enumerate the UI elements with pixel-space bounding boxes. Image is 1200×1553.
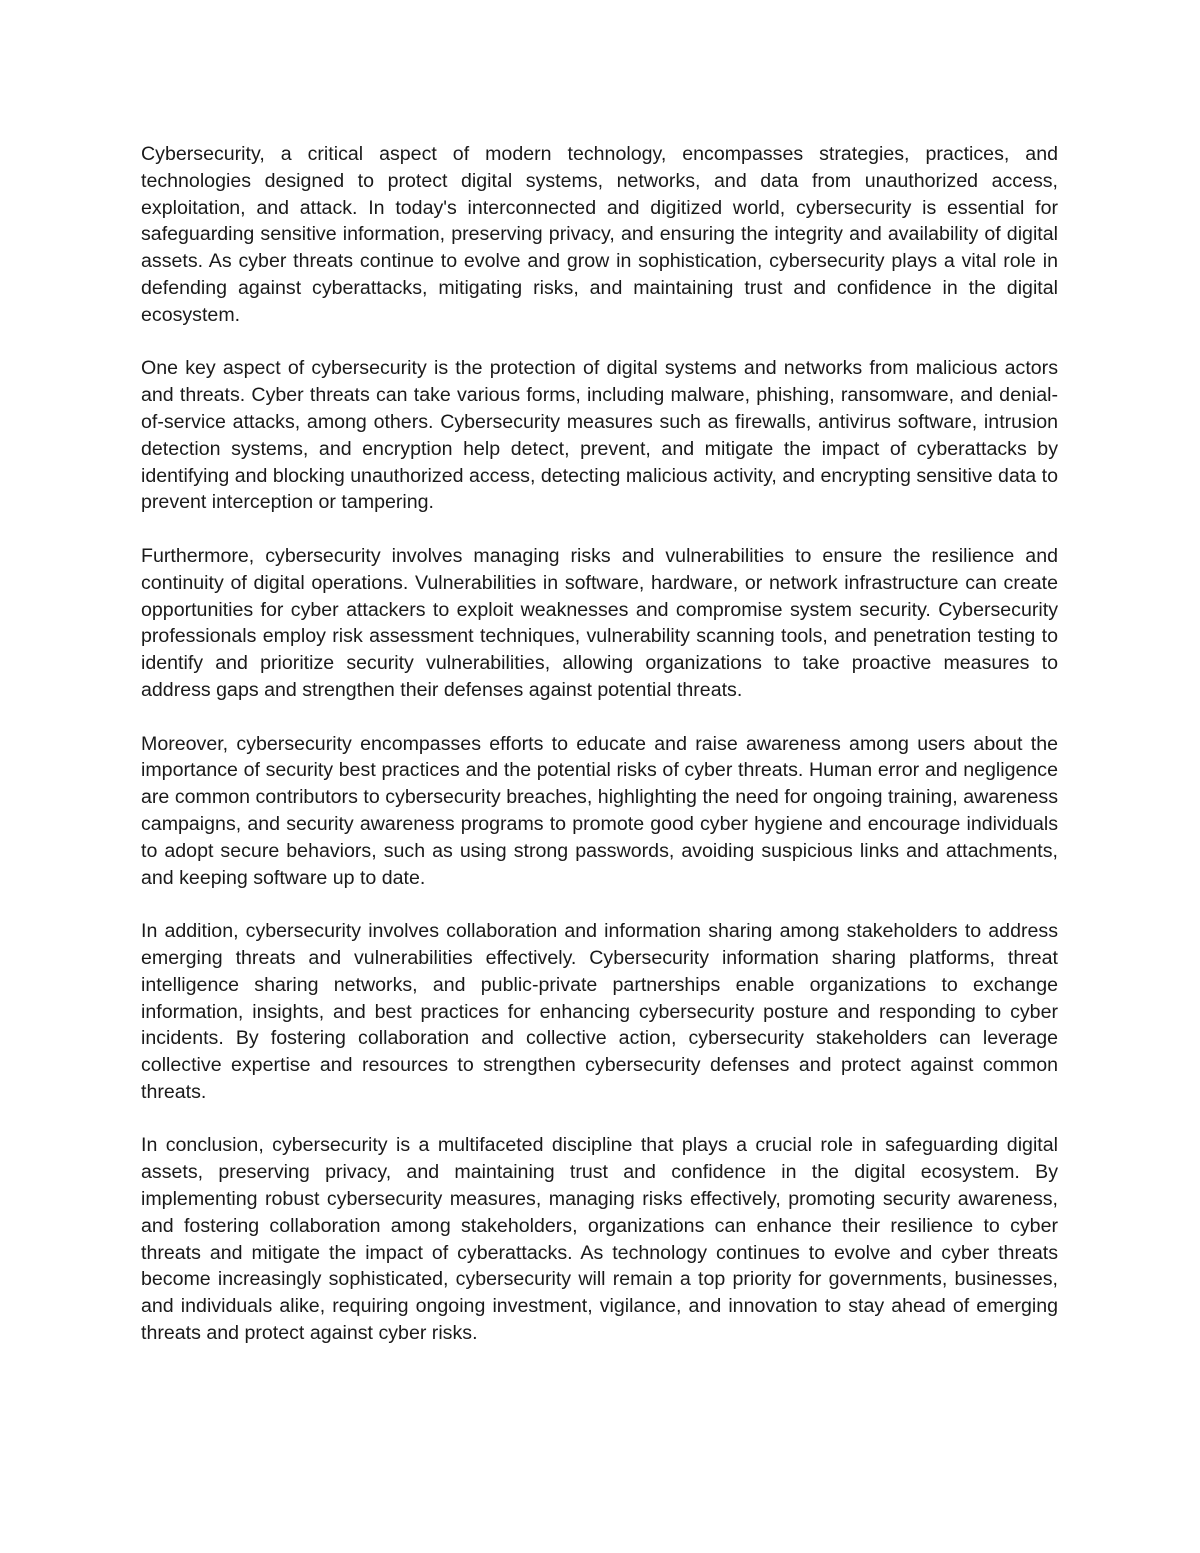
paragraph-risk-management: Furthermore, cybersecurity involves managing risks and vulnerabilities to ensure the resilience and continuity of digital operations. Vulnerabilities in software, hardware, or network infrastructure can create opportunities for cyber attackers to exploit weaknesses and compromise system security. Cybersecurity professionals employ risk assessment techniques, vulnerability scanning tools, and penetration testing to identify and prioritize security vulnerabilities, allowing organizations to take proactive measures to address gaps and strengthen their defenses against potential threats. — [141, 544, 1058, 701]
paragraph-introduction: Cybersecurity, a critical aspect of modern technology, encompasses strategies, practices, and technologies designed to protect digital systems, networks, and data from unauthorized access, exploitation, and attack. In today's interconnected and digitized world, cybersecurity is essential for safeguarding sensitive information, preserving privacy, and ensuring the integrity and availability of digital assets. As cyber threats continue to evolve and grow in sophistication, cybersecurity plays a vital role in defending against cyberattacks, mitigating risks, and maintaining trust and confidence in the digital ecosystem. — [141, 143, 1058, 326]
paragraph-collaboration: In addition, cybersecurity involves collaboration and information sharing among stakeholders to address emerging threats and vulnerabilities effectively. Cybersecurity information sharing platforms, threat intelligence sharing networks, and public-private partnerships enable organizations to exchange information, insights, and best practices for enhancing cybersecurity posture and responding to cyber incidents. By fostering collaboration and collective action, cybersecurity stakeholders can leverage collective expertise and resources to strengthen cybersecurity defenses and protect against common threats. — [141, 920, 1058, 1103]
document-body — [141, 141, 1058, 1347]
paragraph-conclusion: In conclusion, cybersecurity is a multifaceted discipline that plays a crucial role in safeguarding digital assets, preserving privacy, and maintaining trust and confidence in the digital ecosystem. By implementing robust cybersecurity measures, managing risks effectively, promoting security awareness, and fostering collaboration among stakeholders, organizations can enhance their resilience to cyber threats and mitigate the impact of cyberattacks. As technology continues to evolve and cyber threats become increasingly sophisticated, cybersecurity will remain a top priority for governments, businesses, and individuals alike, requiring ongoing investment, vigilance, and innovation to stay ahead of emerging threats and protect against cyber risks. — [141, 1134, 1058, 1345]
paragraph-protection: One key aspect of cybersecurity is the protection of digital systems and networks from malicious actors and threats. Cyber threats can take various forms, including malware, phishing, ransomware, and denial-of-service attacks, among others. Cybersecurity measures such as firewalls, antivirus software, intrusion detection systems, and encryption help detect, prevent, and mitigate the impact of cyberattacks by identifying and blocking unauthorized access, detecting malicious activity, and encrypting sensitive data to prevent interception or tampering. — [141, 357, 1058, 514]
paragraph-awareness: Moreover, cybersecurity encompasses efforts to educate and raise awareness among users about the importance of security best practices and the potential risks of cyber threats. Human error and negligence are common contributors to cybersecurity breaches, highlighting the need for ongoing training, awareness campaigns, and security awareness programs to promote good cyber hygiene and encourage individuals to adopt secure behaviors, such as using strong passwords, avoiding suspicious links and attachments, and keeping software up to date. — [141, 732, 1058, 889]
